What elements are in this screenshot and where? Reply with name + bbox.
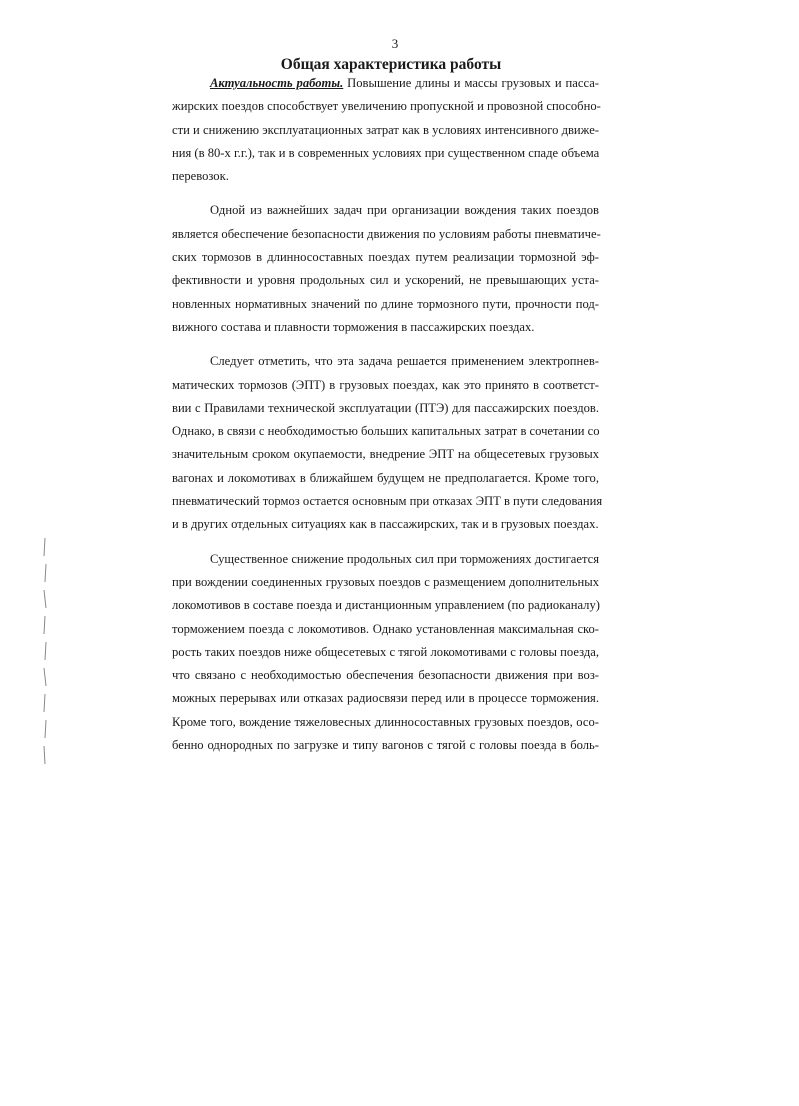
paragraph-1-line: сти и снижению эксплуатационных затрат как в условиях интенсивного движе- — [172, 122, 599, 137]
paragraph-3-line: пневматический тормоз остается основным при отказах ЭПТ в пути следования — [172, 494, 603, 509]
paragraph-3-line: вагонах и локомотивах в ближайшем будущем не предполагается. Кроме того, — [172, 470, 599, 485]
paragraph-1-line: ния (в 80-х г.г.), так и в современных условиях при существенном спаде объема — [172, 145, 600, 160]
paragraph-lead-heading: Актуальность работы. — [210, 76, 344, 90]
paragraph-4-line: торможением поезда с локомотивов. Однако установленная максимальная ско- — [172, 621, 599, 636]
scan-binding-marks — [35, 538, 55, 768]
page-number: 3 — [391, 36, 399, 51]
paragraph-2-line: новленных нормативных значений по длине тормозного пути, прочности под- — [172, 296, 599, 311]
paragraph-3-line: вии с Правилами технической эксплуатации (ПТЭ) для пассажирских поездов. — [172, 400, 599, 415]
paragraph-2-line: является обеспечение безопасности движения по условиям работы пневматиче- — [172, 226, 601, 241]
paragraph-3-line: значительным сроком окупаемости, внедрение ЭПТ на общесетевых грузовых — [172, 447, 599, 462]
paragraph-4-line: при вождении соединенных грузовых поездов с размещением дополнительных — [172, 574, 599, 589]
paragraph-1-line: жирских поездов способствует увеличению пропускной и провозной способно- — [172, 99, 601, 114]
paragraph-4-line: что связано с необходимостью обеспечения безопасности движения при воз- — [172, 668, 599, 683]
paragraph-3-line: Однако, в связи с необходимостью больших капитальных затрат в сочетании со — [172, 424, 600, 439]
paragraph-1-line: перевозок. — [172, 169, 229, 184]
paragraph-4-line: рость таких поездов ниже общесетевых с тягой локомотивами с головы поезда, — [172, 644, 599, 659]
paragraph-4-line: бенно однородных по загрузке и типу вагонов с тягой с головы поезда в боль- — [172, 738, 599, 753]
paragraph-3-line: и в других отдельных ситуациях как в пассажирских, так и в грузовых поездах. — [172, 517, 599, 532]
paragraph-3-line: матических тормозов (ЭПТ) в грузовых поездах, как это принято в соответст- — [172, 377, 599, 392]
paragraph-2-line: фективности и уровня продольных сил и ускорений, не превышающих уста- — [172, 273, 599, 288]
paragraph-2-line: ских тормозов в длинносоставных поездах путем реализации тормозной эф- — [172, 250, 599, 265]
paragraph-4-line: можных перерывах или отказах радиосвязи перед или в процессе торможения. — [172, 691, 599, 706]
paragraph-2-line: Одной из важнейших задач при организации вождения таких поездов — [210, 203, 599, 218]
paragraph-4-line: локомотивов в составе поезда и дистанционным управлением (по радиоканалу) — [172, 598, 600, 613]
paragraph-3-line: Следует отметить, что эта задача решается применением электропнев- — [210, 354, 599, 369]
section-title: Общая характеристика работы — [280, 56, 502, 73]
paragraph-2-line: вижного состава и плавности торможения в пассажирских поездах. — [172, 319, 535, 334]
paragraph-1-line-1: Актуальность работы. Повышение длины и массы грузовых и пасса- — [210, 76, 599, 90]
paragraph-4-line: Существенное снижение продольных сил при торможениях достигается — [210, 551, 599, 566]
body-text — [172, 72, 603, 757]
paragraph-4-line: Кроме того, вождение тяжеловесных длинносоставных грузовых поездов, осо- — [172, 714, 599, 729]
